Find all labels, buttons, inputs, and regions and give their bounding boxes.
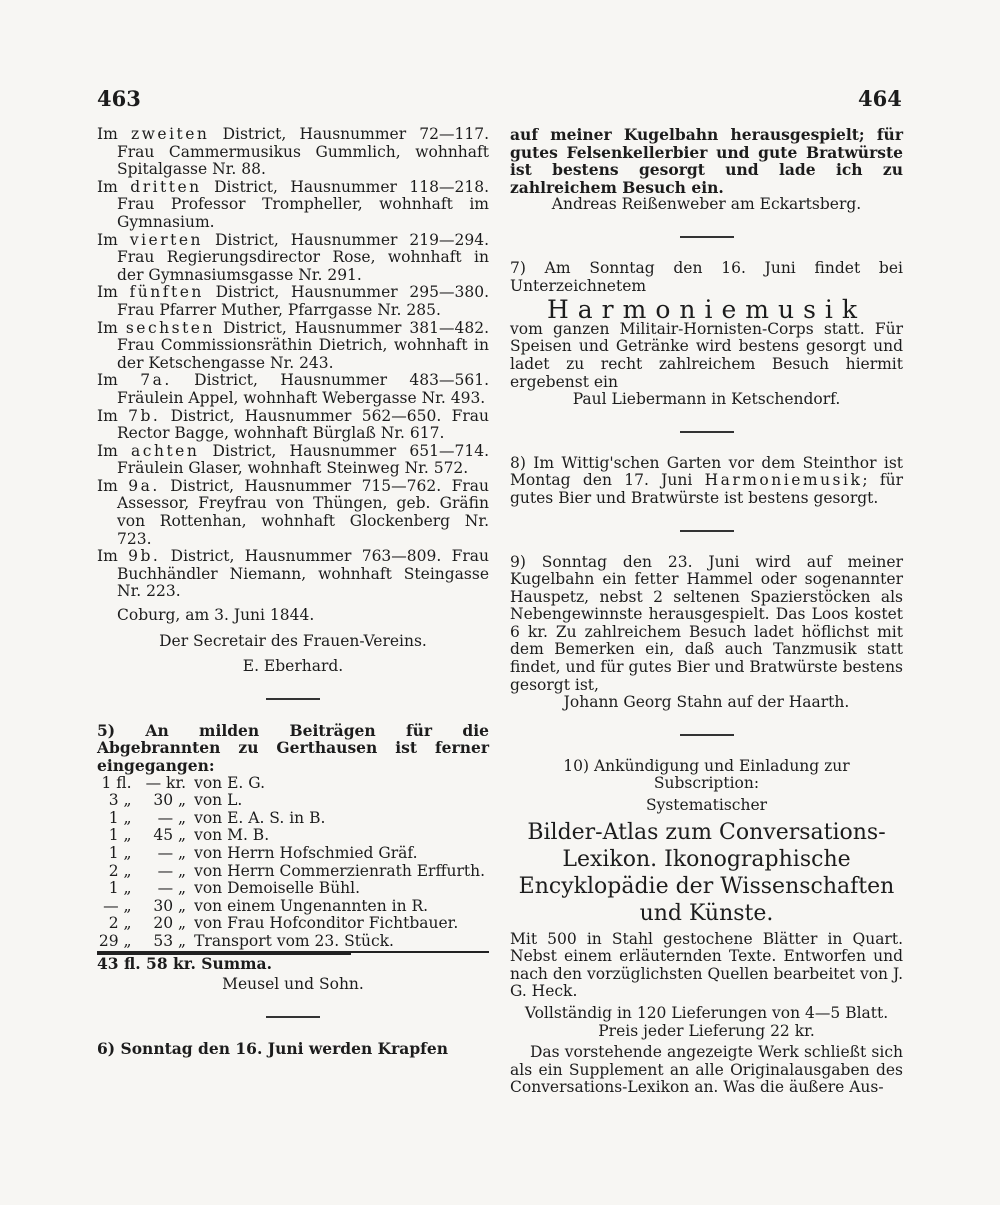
item7-title: Harmoniemusik bbox=[546, 295, 867, 325]
donation-donor: von Demoiselle Bühl. bbox=[194, 879, 361, 898]
district-list bbox=[97, 126, 489, 601]
district-entry bbox=[97, 478, 489, 548]
district-entry bbox=[97, 443, 489, 478]
district-prefix: Im bbox=[97, 441, 132, 460]
donation-row bbox=[97, 810, 489, 828]
district-entry bbox=[97, 320, 489, 373]
donation-kreuzer: — „ bbox=[157, 861, 187, 880]
donation-row bbox=[97, 775, 489, 793]
donation-kreuzer: 30 „ bbox=[153, 896, 187, 915]
donation-florin: 29 „ bbox=[98, 931, 132, 950]
item7-signature: Paul Liebermann in Ketschendorf. bbox=[572, 390, 841, 409]
district-name: fünften bbox=[129, 283, 204, 302]
item5-intro: 5) An milden Beiträgen für die Abgebrannten zu Gerthausen ist ferner eingegangen: bbox=[97, 720, 489, 775]
item7-body: vom ganzen Militair-Hornisten-Corps statt. Für Speisen und Getränke wird bestens gesorgt und ladet zu recht zahlreichem Besuch hiermit ergebenst ein bbox=[510, 319, 903, 391]
donation-row bbox=[97, 898, 489, 916]
donation-donor: Transport vom 23. Stück. bbox=[194, 931, 394, 950]
page-number-right: 464 bbox=[858, 86, 902, 111]
district-name: 9b. bbox=[128, 547, 161, 566]
district-details: District, Hausnummer 483—561. Fräulein Appel, wohnhaft Webergasse Nr. 493. bbox=[117, 371, 489, 407]
donation-florin: 3 „ bbox=[108, 791, 132, 810]
item8-body bbox=[510, 455, 903, 508]
item6-signature: Andreas Reißenweber am Eckartsberg. bbox=[551, 195, 862, 214]
item10-price: Preis jeder Lieferung 22 kr. bbox=[598, 1021, 815, 1040]
section-divider bbox=[680, 431, 734, 433]
section-divider bbox=[680, 734, 734, 736]
district-prefix: Im bbox=[97, 125, 131, 143]
donation-row bbox=[97, 880, 489, 898]
donation-donor: von E. G. bbox=[194, 773, 266, 792]
district-prefix: Im bbox=[97, 476, 129, 495]
district-entry bbox=[97, 126, 489, 179]
item6-continuation: auf meiner Kugelbahn herausgespielt; für gutes Felsenkellerbier und gute Bratwürste ist bestens gesorgt und lade ich zu zahlreichem Besuch ein. bbox=[510, 125, 903, 197]
item7-intro: 7) Am Sonntag den 16. Juni findet bei Unterzeichnetem bbox=[510, 258, 903, 295]
district-prefix: Im bbox=[97, 318, 126, 337]
item8-text-a: 8) Im Wittig'schen Garten vor dem Steinthor ist Montag den 17. Juni bbox=[510, 453, 903, 490]
donation-row bbox=[97, 845, 489, 863]
page-number-left: 463 bbox=[97, 86, 141, 111]
district-entry bbox=[97, 284, 489, 319]
district-name: sechsten bbox=[125, 318, 215, 337]
district-prefix: Im bbox=[97, 283, 130, 302]
donation-kreuzer: 30 „ bbox=[153, 791, 187, 810]
district-entry bbox=[97, 372, 489, 407]
district-details: District, Hausnummer 219—294. Frau Regierungsdirector Rose, wohnhaft in der Gymnasiumsgasse Nr. 291. bbox=[117, 230, 490, 284]
section-divider bbox=[680, 530, 734, 532]
donation-kreuzer: — kr. bbox=[145, 773, 187, 792]
district-details: District, Hausnummer 562—650. Frau Rector Bagge, wohnhaft Bürglaß Nr. 617. bbox=[117, 406, 489, 443]
donation-florin: 1 „ bbox=[108, 879, 132, 898]
donation-florin: 1 fl. bbox=[101, 773, 132, 792]
item10-title: Bilder-Atlas zum Conversations-Lexikon. Ikonographische Encyklopädie der Wissenschaften und Künste. bbox=[518, 819, 895, 926]
donation-kreuzer: 20 „ bbox=[153, 914, 187, 933]
donation-donor: von L. bbox=[194, 791, 243, 810]
district-prefix: Im bbox=[97, 230, 130, 249]
district-details: District, Hausnummer 763—809. Frau Buchhändler Niemann, wohnhaft Steingasse Nr. 223. bbox=[117, 547, 489, 601]
district-name: 9a. bbox=[128, 476, 160, 495]
place-date: Coburg, am 3. Juni 1844. bbox=[117, 606, 315, 625]
donation-kreuzer: — „ bbox=[157, 808, 187, 827]
district-name: vierten bbox=[129, 230, 204, 249]
district-entry bbox=[97, 232, 489, 285]
item9-signature: Johann Georg Stahn auf der Haarth. bbox=[563, 693, 850, 712]
donation-sum: 43 fl. 58 kr. Summa. bbox=[97, 954, 351, 973]
district-name: zweiten bbox=[130, 125, 210, 143]
district-name: 7b. bbox=[128, 406, 161, 425]
donation-florin: 1 „ bbox=[108, 826, 132, 845]
item9-body: 9) Sonntag den 23. Juni wird auf meiner Kugelbahn ein fetter Hammel oder sogenannter Hauspetz, nebst 2 seltenen Spazierstöcken als Nebengewinnste herausgespielt. Das Loos kostet 6 kr. Zu zahlreichem Besuch ladet höflichst mit dem Bemerken ein, daß auch Tanzmusik statt findet, und für gutes Bier und Bratwürste bestens gesorgt ist, bbox=[510, 552, 903, 694]
donation-kreuzer: — „ bbox=[157, 879, 187, 898]
donation-donor: von E. A. S. in B. bbox=[194, 808, 326, 827]
donation-row bbox=[97, 933, 489, 952]
district-details: District, Hausnummer 651—714. Fräulein Glaser, wohnhaft Steinweg Nr. 572. bbox=[117, 441, 489, 478]
district-name: 7a. bbox=[140, 371, 172, 390]
donation-row bbox=[97, 863, 489, 881]
district-prefix: Im bbox=[97, 371, 141, 390]
donation-kreuzer: 45 „ bbox=[153, 826, 187, 845]
item10-subheading: Systematischer bbox=[645, 796, 768, 815]
district-name: dritten bbox=[130, 177, 202, 196]
district-details: District, Hausnummer 381—482. Frau Commissionsräthin Dietrich, wohnhaft in der Ketschengasse Nr. 243. bbox=[117, 318, 489, 372]
signature-eberhard: E. Eberhard. bbox=[242, 657, 344, 676]
donation-donor: von einem Ungenannten in R. bbox=[194, 896, 429, 915]
donation-florin: — „ bbox=[103, 896, 132, 915]
item10-description: Mit 500 in Stahl gestochene Blätter in Quart. Nebst einem erläuternden Texte. Entworfen und nach den vorzüglichsten Quellen bearbeitet von J. G. Heck. bbox=[510, 929, 903, 1001]
donation-signature: Meusel und Sohn. bbox=[222, 975, 364, 994]
donation-kreuzer: 53 „ bbox=[153, 931, 187, 950]
district-prefix: Im bbox=[97, 547, 129, 566]
district-entry bbox=[97, 179, 489, 232]
donation-florin: 1 „ bbox=[108, 808, 132, 827]
item8-text-b: ; für gutes Bier und Bratwürste ist bestens gesorgt. bbox=[510, 471, 903, 507]
left-column bbox=[97, 126, 489, 1057]
donation-row bbox=[97, 792, 489, 810]
donation-florin: 1 „ bbox=[108, 843, 132, 862]
item6-start: 6) Sonntag den 16. Juni werden Krapfen bbox=[97, 1038, 448, 1058]
section-divider bbox=[266, 1016, 320, 1018]
section-divider bbox=[680, 236, 734, 238]
donation-donor: von Herrn Hofschmied Gräf. bbox=[194, 843, 418, 862]
district-details: District, Hausnummer 715—762. Frau Assessor, Freyfrau von Thüngen, geb. Gräfin von Rottenhan, wohnhaft Glockenberg Nr. 723. bbox=[117, 476, 490, 548]
donation-donor: von M. B. bbox=[194, 826, 270, 845]
donation-donor: von Herrn Commerzienrath Erffurth. bbox=[194, 861, 485, 880]
section-divider bbox=[266, 698, 320, 700]
item10-complete: Vollständig in 120 Lieferungen von 4—5 Blatt. bbox=[524, 1004, 889, 1022]
item8-text-sp: Harmoniemusik bbox=[704, 471, 863, 490]
district-prefix: Im bbox=[97, 406, 129, 425]
district-entry bbox=[97, 548, 489, 601]
donation-florin: 2 „ bbox=[108, 861, 132, 880]
donation-row bbox=[97, 827, 489, 845]
item10-heading: 10) Ankündigung und Einladung zur Subscription: bbox=[563, 756, 850, 793]
district-name: achten bbox=[131, 441, 200, 460]
donation-florin: 2 „ bbox=[108, 914, 132, 933]
item10-body: Das vorstehende angezeigte Werk schließt sich als ein Supplement an alle Originalausgaben des Conversations-Lexikon an. Was die äußere Aus- bbox=[510, 1043, 903, 1097]
donation-total bbox=[97, 953, 351, 973]
donation-row bbox=[97, 915, 489, 933]
donation-table bbox=[97, 775, 489, 953]
district-details: District, Hausnummer 118—218. Frau Professor Trompheller, wohnhaft im Gymnasium. bbox=[117, 177, 489, 231]
district-details: District, Hausnummer 295—380. Frau Pfarrer Muther, Pfarrgasse Nr. 285. bbox=[117, 283, 489, 319]
donation-kreuzer: — „ bbox=[157, 843, 187, 862]
district-details: District, Hausnummer 72—117. Frau Cammermusikus Gummlich, wohnhaft Spitalgasse Nr. 88. bbox=[117, 125, 489, 179]
donation-donor: von Frau Hofconditor Fichtbauer. bbox=[194, 914, 459, 933]
secretary-line: Der Secretair des Frauen-Vereins. bbox=[159, 631, 427, 650]
district-entry bbox=[97, 408, 489, 443]
district-prefix: Im bbox=[97, 177, 131, 196]
right-column bbox=[510, 126, 903, 1097]
